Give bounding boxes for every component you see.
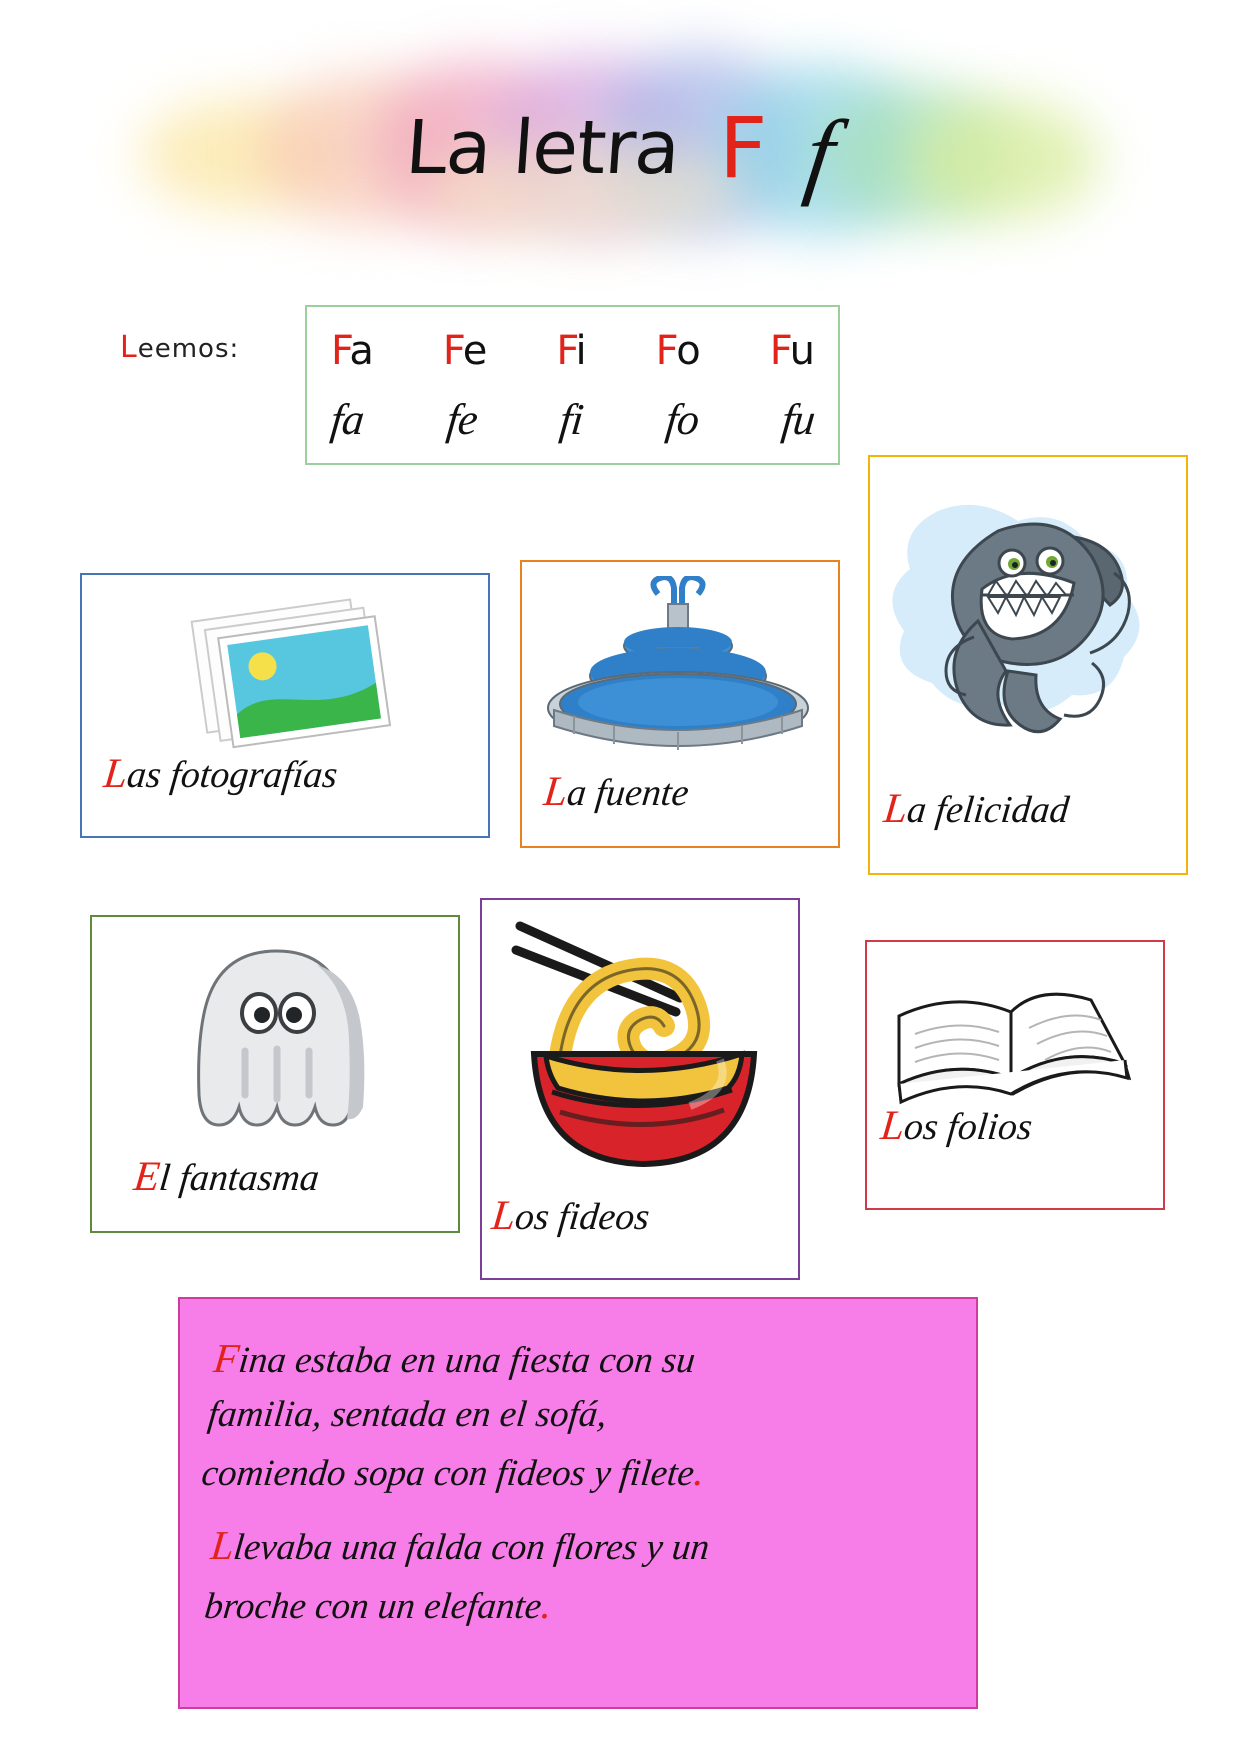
story-paragraph-2 — [202, 1516, 954, 1635]
story-capital-f: F — [211, 1335, 242, 1381]
happy-shark-icon — [878, 471, 1178, 751]
card-caption-folios: Los folios — [878, 1103, 1035, 1149]
reading-label-capital: L — [120, 330, 138, 365]
syllable-box — [305, 305, 840, 465]
story-line-5: broche con un elefante — [202, 1585, 544, 1627]
story-line-3: comiendo sopa con fideos y filete — [199, 1453, 697, 1495]
card-fotografias — [80, 573, 490, 838]
fountain-icon — [530, 576, 830, 761]
syllable-fa-upper: Fa — [331, 328, 373, 374]
story-paragraph-1 — [199, 1329, 957, 1502]
story-line-1: ina estaba en una fiesta con su — [236, 1340, 698, 1381]
card-felicidad — [868, 455, 1188, 875]
lowercase-syllable-row — [328, 385, 817, 453]
uppercase-syllable-row — [331, 317, 814, 385]
card-fuente — [520, 560, 840, 848]
syllable-fu-lower: fu — [779, 394, 817, 444]
reading-label — [120, 330, 239, 365]
story-line-5-period: . — [539, 1580, 555, 1627]
syllable-fa-lower: fa — [328, 394, 366, 444]
letter-lowercase: f — [799, 100, 842, 207]
syllable-fu-upper: Fu — [769, 328, 814, 374]
ghost-icon — [167, 941, 387, 1151]
page-title-text: La letra — [403, 104, 682, 191]
story-line-4: levaba una falda con flores y un — [231, 1526, 712, 1568]
header-banner — [120, 40, 1120, 255]
reading-label-rest: eemos: — [137, 334, 240, 364]
noodle-bowl-icon — [490, 906, 790, 1186]
card-fantasma — [90, 915, 460, 1233]
card-folios — [865, 940, 1165, 1210]
syllable-fi-upper: Fi — [556, 328, 586, 374]
story-capital-l: L — [208, 1521, 237, 1568]
syllable-fe-lower: fe — [444, 394, 480, 444]
card-caption-felicidad: La felicidad — [881, 786, 1071, 832]
photographs-icon — [172, 595, 402, 755]
card-fideos — [480, 898, 800, 1280]
syllable-fo-lower: fo — [663, 394, 701, 444]
card-caption-fuente: La fuente — [541, 769, 691, 815]
card-caption-fotografias: Las fotografías — [101, 751, 340, 797]
card-caption-fideos: Los fideos — [489, 1193, 652, 1239]
syllable-fe-upper: Fe — [442, 328, 487, 374]
page-title — [120, 40, 1120, 255]
story-box — [178, 1297, 978, 1709]
syllable-fi-lower: fi — [557, 394, 586, 444]
story-line-2: familia, sentada en el sofá, — [205, 1394, 609, 1436]
letter-uppercase: F — [718, 98, 768, 197]
card-caption-fantasma: El fantasma — [131, 1154, 322, 1200]
syllable-fo-upper: Fo — [655, 328, 700, 374]
story-line-3-period: . — [691, 1448, 707, 1495]
